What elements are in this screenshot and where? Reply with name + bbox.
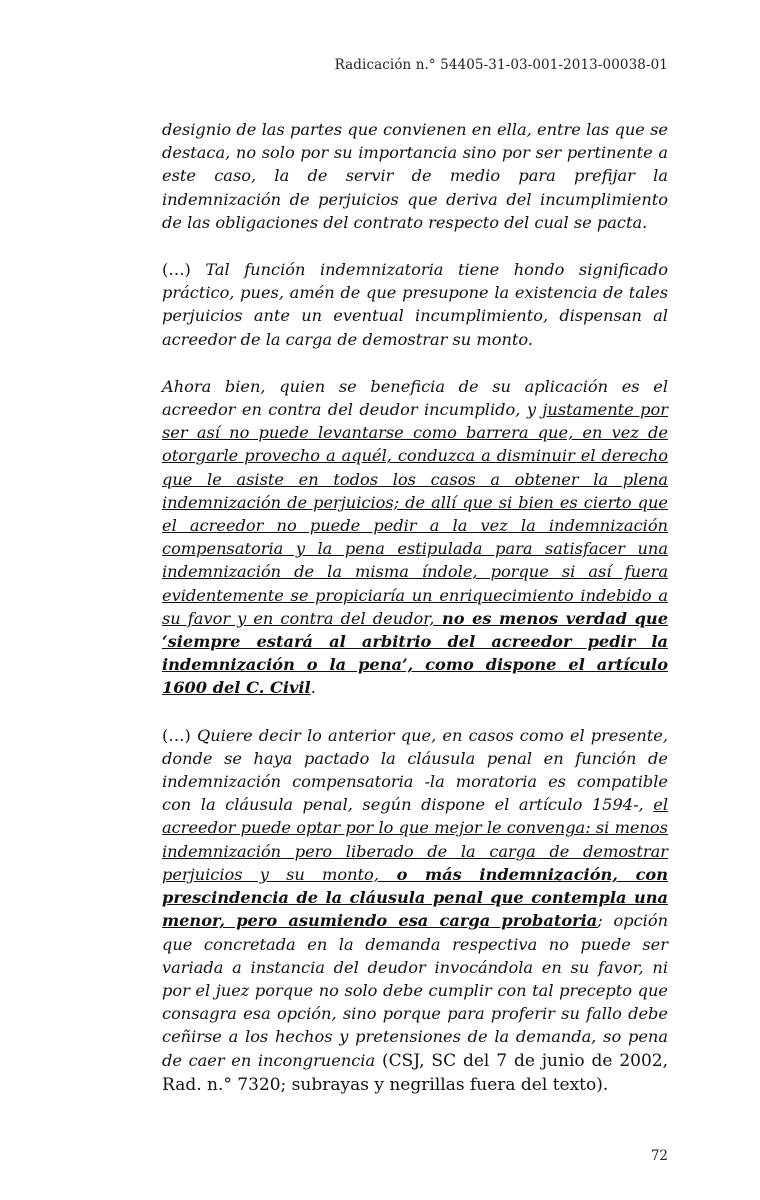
paragraph-2 bbox=[162, 258, 668, 351]
paragraph-3-end: . bbox=[310, 678, 316, 698]
paragraph-4-underlined: el acreedor puede optar por lo que mejor le convenga: si menos indemnización pero liberado de la carga de demostrar perjuicios y su monto, bbox=[162, 795, 668, 884]
paragraph-3-bold-underlined: no es menos verdad que ‘siempre estará al arbitrio del acreedor pedir la indemnización o la pena’, como dispone el artículo 1600 del C. Civil bbox=[162, 608, 669, 698]
paragraph-3 bbox=[162, 375, 668, 700]
paragraph-4-bold-underlined: o más indemnización, con prescindencia de la cláusula penal que contempla una menor, pero asumiendo esa carga probatoria bbox=[162, 864, 668, 931]
citation-text: (CSJ, SC del 7 de junio de 2002, Rad. n.° 7320; subrayas y negrillas fuera del texto). bbox=[162, 1050, 668, 1095]
page-number: 72 bbox=[650, 1148, 668, 1164]
paragraph-2-text: Tal función indemnizatoria tiene hondo significado práctico, pues, amén de que presupone la existencia de tales perjuicios ante un eventual incumplimiento, dispensan al acreedor de la carga de demostrar su monto. bbox=[162, 260, 668, 349]
ellipsis-marker: (…) bbox=[162, 260, 191, 280]
ellipsis-marker: (…) bbox=[162, 725, 191, 745]
paragraph-3-underlined: justamente por ser así no puede levantarse como barrera que, en vez de otorgarle provecho a aquél, conduzca a disminuir el derecho que le asiste en todos los casos a obtener la plena indemnización de perjuicios; de allí que si bien es cierto que el acreedor no puede pedir a la vez la indemnización compensatoria y la pena estipulada para satisfacer una indemnización de la misma índole, porque si así fuera evidentemente se propiciaría un enriquecimiento indebido a su favor y en contra del deudor, bbox=[162, 400, 668, 628]
paragraph-4-plain-1: Quiere decir lo anterior que, en casos como el presente, donde se haya pactado la cláusula penal en función de indemnización compensatoria -la moratoria es compatible con la cláusula penal, según dispone el artículo 1594-, bbox=[162, 725, 668, 815]
paragraph-4 bbox=[162, 724, 668, 1097]
case-number-header: Radicación n.° 54405-31-03-001-2013-00038-01 bbox=[334, 57, 668, 73]
paragraph-3-plain: Ahora bien, quien se beneficia de su aplicación es el acreedor en contra del deudor incumplido, y bbox=[162, 376, 668, 420]
document-body bbox=[162, 118, 668, 1121]
paragraph-4-plain-2: ; opción que concretada en la demanda respectiva no puede ser variada a instancia del deudor invocándola en su favor, ni por el juez porque no solo debe cumplir con tal precepto que consagra esa opción, sino porque para proferir su fallo debe ceñirse a los hechos y pretensiones de la demanda, so pena de caer en incongruencia bbox=[162, 911, 668, 1070]
paragraph-1: designio de las partes que convienen en ella, entre las que se destaca, no solo por su importancia sino por ser pertinente a este caso, la de servir de medio para prefijar la indemnización de perjuicios que deriva del incumplimiento de las obligaciones del contrato respecto del cual se pacta. bbox=[162, 120, 668, 232]
